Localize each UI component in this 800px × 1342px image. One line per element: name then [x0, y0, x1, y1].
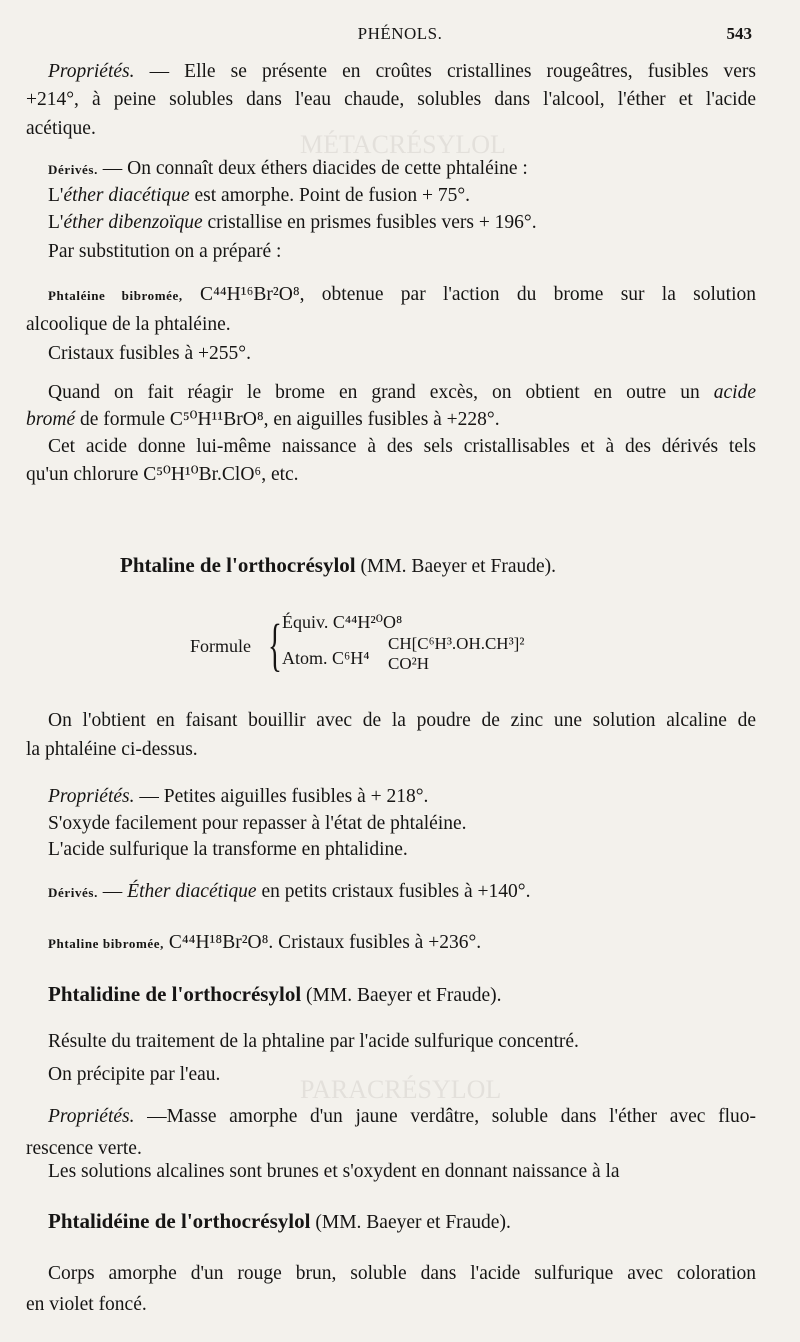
formula-atom: Atom. C⁶H⁴	[282, 648, 370, 668]
page-number: 543	[726, 24, 752, 43]
text-line: L'acide sulfurique la transforme en phtalidine.	[48, 839, 408, 860]
text-line: rescence verte.	[26, 1138, 142, 1159]
text-line: qu'un chlorure C⁵⁰H¹⁰Br.ClO⁶, etc.	[26, 464, 299, 485]
text-line: L'éther dibenzoïque cristallise en prismes fusibles vers + 196°.	[48, 212, 537, 233]
text-line: S'oxyde facilement pour repasser à l'état de phtaléine.	[48, 813, 467, 834]
text-line: la phtaléine ci-dessus.	[26, 739, 198, 760]
section-label: Dérivés.	[48, 885, 98, 900]
brace: {	[268, 612, 282, 677]
text-line: Résulte du traitement de la phtaline par l'acide sulfurique concentré.	[48, 1031, 579, 1052]
text-line: Les solutions alcalines sont brunes et s'oxydent en donnant naissance à la	[48, 1161, 620, 1182]
bleed-through-text: MÉTACRÉSYLOL	[300, 130, 506, 159]
text-line: Corps amorphe d'un rouge brun, soluble dans l'acide sulfurique avec coloration	[48, 1263, 756, 1284]
section-heading: Phtaline de l'orthocrésylol (MM. Baeyer et Fraude).	[120, 553, 556, 577]
compound-label: Phtaléine bibromée,	[48, 288, 183, 303]
text-line: alcoolique de la phtaléine.	[26, 314, 231, 335]
text-line: L'éther diacétique est amorphe. Point de fusion + 75°.	[48, 185, 470, 206]
text-line: Dérivés. — On connaît deux éthers diacides de cette phtaléine :	[48, 158, 528, 179]
text-line: On l'obtient en faisant bouillir avec de la poudre de zinc une solution alcaline de	[48, 710, 756, 731]
running-header: PHÉNOLS.	[357, 24, 443, 43]
text-line: Cristaux fusibles à +255°.	[48, 343, 251, 364]
text-line: Phtaléine bibromée, C⁴⁴H¹⁶Br²O⁸, obtenue par l'action du brome sur la solution	[48, 284, 756, 305]
text-line: Par substitution on a préparé :	[48, 241, 282, 262]
text-line: Dérivés. — Éther diacétique en petits cristaux fusibles à +140°.	[48, 881, 531, 902]
text-line: acétique.	[26, 118, 96, 139]
text-line: +214°, à peine solubles dans l'eau chaude, solubles dans l'alcool, l'éther et l'acide	[26, 89, 756, 110]
compound-label: Phtaline bibromée,	[48, 936, 164, 951]
text-line: Propriétés. —Masse amorphe d'un jaune verdâtre, soluble dans l'éther avec fluo-	[48, 1106, 756, 1127]
text-line: On précipite par l'eau.	[48, 1064, 221, 1085]
section-heading: Phtalidéine de l'orthocrésylol (MM. Baeyer et Fraude).	[48, 1209, 511, 1233]
text-line: Propriétés. — Elle se présente en croûtes cristallines rougeâtres, fusibles vers	[48, 61, 756, 82]
text-line: en violet foncé.	[26, 1294, 147, 1315]
text-line: Cet acide donne lui-même naissance à des sels cristallisables et à des dérivés tels	[48, 436, 756, 457]
formula-branches: CH[C⁶H³.OH.CH³]² CO²H	[388, 634, 525, 673]
formula-equiv: Équiv. C⁴⁴H²⁰O⁸	[282, 612, 403, 632]
section-label: Dérivés.	[48, 162, 98, 177]
formula-label: Formule	[190, 636, 251, 656]
text-line: Phtaline bibromée, C⁴⁴H¹⁸Br²O⁸. Cristaux fusibles à +236°.	[48, 932, 482, 953]
section-heading: Phtalidine de l'orthocrésylol (MM. Baeyer et Fraude).	[48, 982, 502, 1006]
text-line: Propriétés. — Petites aiguilles fusibles à + 218°.	[48, 786, 429, 807]
bleed-through-text: PARACRÉSYLOL	[300, 1075, 502, 1104]
text-line: Quand on fait réagir le brome en grand excès, on obtient en outre un acide	[48, 382, 756, 403]
text-line: bromé de formule C⁵⁰H¹¹BrO⁸, en aiguilles fusibles à +228°.	[26, 409, 500, 430]
